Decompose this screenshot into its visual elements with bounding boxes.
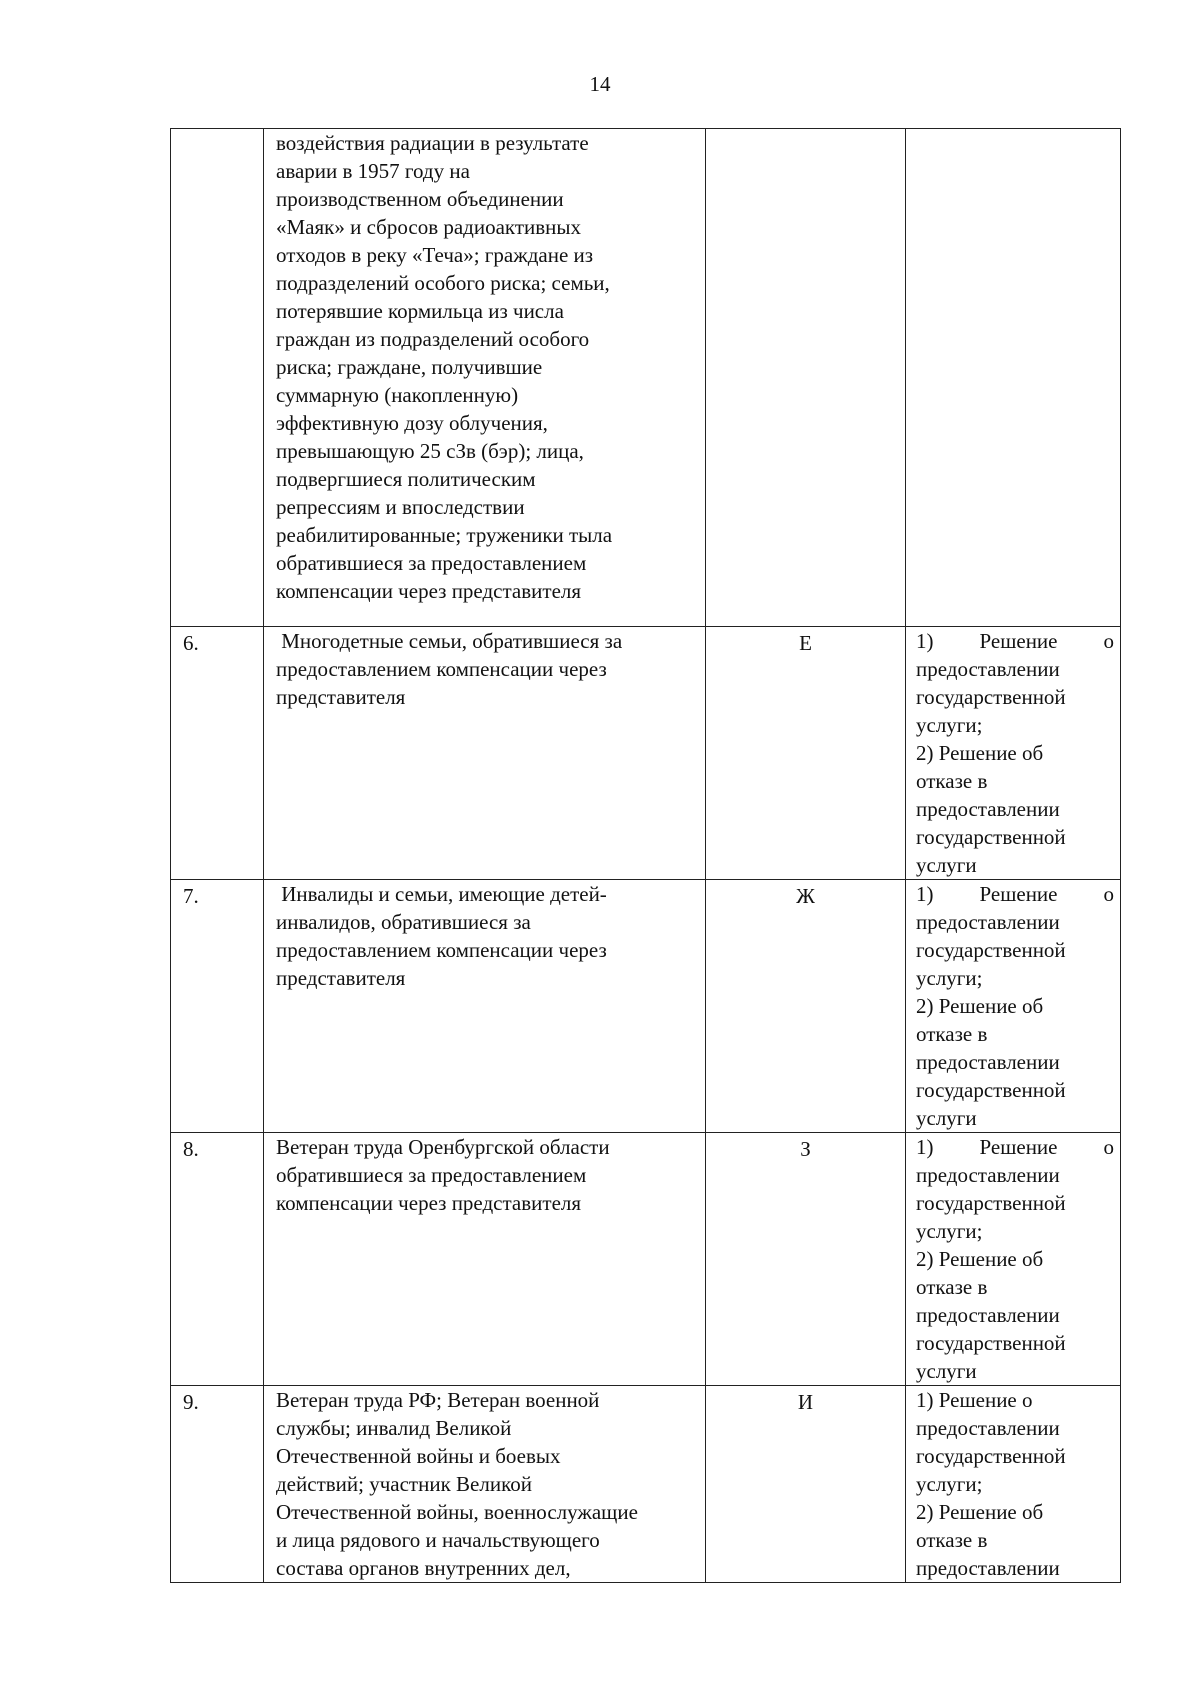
table-row [171, 627, 1121, 880]
result-line: отказе в [916, 1528, 988, 1552]
text-line: потерявшие кормильца из числа [276, 299, 564, 323]
result-line: государственной [916, 938, 1066, 962]
result-line: предоставлении [916, 1163, 1060, 1187]
text-line: компенсации через представителя [276, 1191, 582, 1215]
text-line: эффективную дозу облучения, [276, 411, 548, 435]
row-number-cell: 6. [171, 627, 264, 880]
result-line: отказе в [916, 769, 988, 793]
result-line: услуги; [916, 966, 983, 990]
recipient-category-cell [264, 880, 706, 1133]
result-line: предоставлении [916, 1050, 1060, 1074]
text-line: «Маяк» и сбросов радиоактивных [276, 215, 582, 239]
row-number-cell: 7. [171, 880, 264, 1133]
result-line: государственной [916, 1444, 1066, 1468]
result-word: 1) [916, 1135, 934, 1159]
text-line: Отечественной войны и боевых [276, 1444, 561, 1468]
result-word: 1) [916, 629, 934, 653]
result-line: предоставлении [916, 1303, 1060, 1327]
result-line: услуги [916, 1359, 977, 1383]
text-line: производственном объединении [276, 187, 564, 211]
result-word: 1) [916, 882, 934, 906]
result-cell [906, 129, 1121, 627]
code-cell: И [706, 1386, 906, 1583]
code-cell: З [706, 1133, 906, 1386]
text-line: граждан из подразделений особого [276, 327, 590, 351]
text-line: подразделений особого риска; семьи, [276, 271, 610, 295]
text-line: Инвалиды и семьи, имеющие детей- [276, 882, 607, 906]
result-line: 2) Решение об [916, 994, 1044, 1018]
result-first-line [916, 1133, 1114, 1161]
text-line: обратившиеся за предоставлением [276, 1163, 587, 1187]
result-cell [906, 880, 1121, 1133]
result-first-line [916, 627, 1114, 655]
text-line: превышающую 25 сЗв (бэр); лица, [276, 439, 584, 463]
result-line: 2) Решение об [916, 1500, 1044, 1524]
result-cell [906, 1133, 1121, 1386]
result-line: государственной [916, 825, 1066, 849]
result-line: 2) Решение об [916, 1247, 1044, 1271]
result-line: услуги; [916, 1472, 983, 1496]
result-line: предоставлении [916, 1556, 1060, 1580]
page-number: 14 [589, 72, 611, 96]
result-line: 1) Решение о [916, 1388, 1033, 1412]
text-line: отходов в реку «Теча»; граждане из [276, 243, 594, 267]
text-line: аварии в 1957 году на [276, 159, 470, 183]
result-line: отказе в [916, 1275, 988, 1299]
result-line: услуги; [916, 713, 983, 737]
result-line: отказе в [916, 1022, 988, 1046]
result-line: государственной [916, 685, 1066, 709]
recipient-category-cell [264, 1386, 706, 1583]
recipient-category-cell [264, 1133, 706, 1386]
text-line: состава органов внутренних дел, [276, 1556, 571, 1580]
text-line: представителя [276, 685, 406, 709]
text-line: воздействия радиации в результате [276, 131, 589, 155]
result-line: услуги [916, 1106, 977, 1130]
text-line: предоставлением компенсации через [276, 657, 607, 681]
text-line: Ветеран труда РФ; Ветеран военной [276, 1388, 600, 1412]
result-word: о [1103, 629, 1114, 653]
result-line: 2) Решение об [916, 741, 1044, 765]
text-line: и лица рядового и начальствующего [276, 1528, 600, 1552]
text-line: инвалидов, обратившиеся за [276, 910, 531, 934]
result-word: Решение [979, 1135, 1058, 1159]
text-line: Многодетные семьи, обратившиеся за [276, 629, 623, 653]
result-line: предоставлении [916, 657, 1060, 681]
result-cell [906, 1386, 1121, 1583]
text-line: предоставлением компенсации через [276, 938, 607, 962]
result-line: государственной [916, 1331, 1066, 1355]
code-cell [706, 129, 906, 627]
text-line: риска; граждане, получившие [276, 355, 543, 379]
text-line: компенсации через представителя [276, 579, 582, 603]
row-number-cell: 8. [171, 1133, 264, 1386]
result-line: предоставлении [916, 1416, 1060, 1440]
result-word: Решение [979, 882, 1058, 906]
result-line: государственной [916, 1078, 1066, 1102]
table-row [171, 1386, 1121, 1583]
row-number-cell [171, 129, 264, 627]
result-word: о [1103, 882, 1114, 906]
result-line: услуги [916, 853, 977, 877]
result-line: предоставлении [916, 797, 1060, 821]
text-line: обратившиеся за предоставлением [276, 551, 587, 575]
result-line: предоставлении [916, 910, 1060, 934]
text-line: представителя [276, 966, 406, 990]
code-cell: Ж [706, 880, 906, 1133]
text-line: Ветеран труда Оренбургской области [276, 1135, 610, 1159]
result-cell [906, 627, 1121, 880]
recipient-category-cell [264, 627, 706, 880]
result-line: услуги; [916, 1219, 983, 1243]
text-line: службы; инвалид Великой [276, 1416, 512, 1440]
table-row [171, 880, 1121, 1133]
text-line: действий; участник Великой [276, 1472, 532, 1496]
document-table [170, 128, 1121, 1583]
result-word: о [1103, 1135, 1114, 1159]
code-cell: Е [706, 627, 906, 880]
result-first-line [916, 880, 1114, 908]
row-number-cell: 9. [171, 1386, 264, 1583]
text-line: подвергшиеся политическим [276, 467, 536, 491]
text-line: суммарную (накопленную) [276, 383, 519, 407]
text-line: реабилитированные; труженики тыла [276, 523, 613, 547]
table-row [171, 1133, 1121, 1386]
result-line: государственной [916, 1191, 1066, 1215]
text-line: Отечественной войны, военнослужащие [276, 1500, 638, 1524]
table-row [171, 129, 1121, 627]
result-word: Решение [979, 629, 1058, 653]
text-line: репрессиям и впоследствии [276, 495, 525, 519]
recipient-category-cell [264, 129, 706, 627]
